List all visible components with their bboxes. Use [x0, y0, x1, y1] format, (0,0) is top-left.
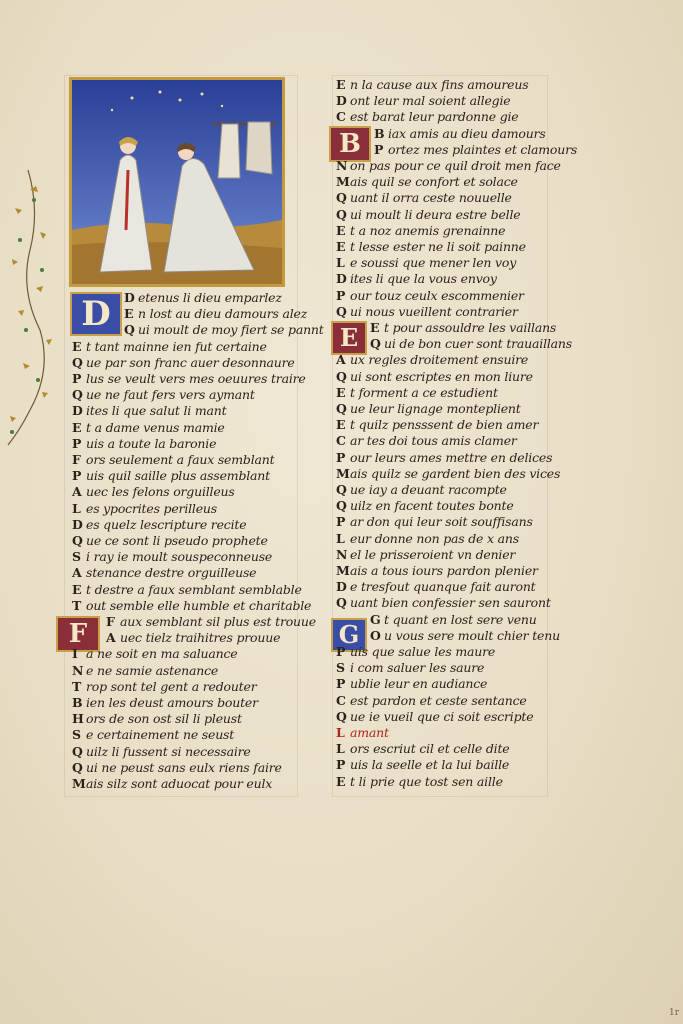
verse-text: t forment a ce estudient — [350, 384, 498, 400]
verse-line — [336, 514, 533, 530]
verse-line — [336, 417, 538, 433]
verse-capital: Q — [336, 401, 347, 416]
verse-text: t quilz pensssent de bien amer — [350, 417, 539, 433]
verse-text: etenus li dieu emparlez — [138, 290, 282, 305]
verse-text: ortez mes plaintes et clamours — [388, 141, 578, 157]
verse-line — [336, 482, 507, 498]
verse-line — [72, 420, 225, 436]
verse-line — [124, 322, 324, 338]
verse-text: n lost au dieu damours alez — [138, 306, 308, 322]
verse-line — [336, 369, 533, 385]
verse-capital: M — [72, 776, 86, 791]
verse-text: out semble elle humble et charitable — [86, 597, 312, 613]
verse-capital: E — [370, 320, 380, 335]
verse-text: ites li que la vous envoy — [350, 271, 497, 287]
verse-capital: M — [336, 563, 350, 578]
verse-capital: P — [72, 371, 82, 386]
folio-number: 1r — [668, 1008, 679, 1018]
verse-capital: C — [336, 433, 346, 449]
verse-text: el le prisseroient vn denier — [350, 546, 516, 562]
verse-text: est barat leur pardonne gie — [350, 109, 519, 125]
verse-capital: Q — [336, 190, 347, 206]
verse-line — [336, 401, 521, 417]
verse-capital: H — [72, 711, 84, 727]
verse-capital: Q — [336, 206, 347, 222]
verse-line — [374, 142, 577, 158]
verse-text: lus se veult vers mes oeuures traire — [86, 371, 306, 386]
verse-capital: B — [374, 125, 385, 141]
verse-capital: E — [336, 384, 346, 400]
verse-text: e tresfout quanque fait auront — [350, 579, 536, 595]
verse-capital: E — [124, 306, 134, 322]
verse-text: iax amis au dieu damours — [388, 125, 546, 141]
verse-line — [106, 630, 280, 646]
verse-line — [124, 306, 307, 322]
verse-text: ar don qui leur soit souffisans — [350, 514, 533, 530]
verse-capital: F — [72, 452, 81, 467]
verse-line — [336, 450, 552, 466]
verse-capital: N — [336, 546, 348, 562]
verse-text: ui moult de moy fiert se pannt — [138, 322, 324, 338]
verse-capital: B — [72, 695, 83, 710]
verse-line — [72, 339, 267, 355]
verse-text: ors escriut cil et celle dite — [350, 741, 510, 757]
verse-text: uant il orra ceste nouuelle — [350, 190, 512, 206]
verse-text: es quelz lescripture recite — [86, 516, 247, 532]
verse-line — [72, 549, 272, 565]
verse-text: i ray ie moult souspeconneuse — [86, 549, 273, 565]
verse-text: uis a toute la baronie — [86, 435, 217, 451]
verse-text: a ne soit en ma saluance — [86, 646, 238, 662]
verse-line — [72, 663, 218, 679]
verse-text: es ypocrites perilleus — [86, 500, 217, 516]
verse-line — [72, 598, 311, 614]
verse-capital: E — [72, 419, 82, 435]
verse-capital: P — [336, 644, 346, 659]
left-text-column — [72, 290, 324, 791]
verse-capital: M — [336, 465, 350, 481]
verse-capital: Q — [72, 387, 83, 403]
verse-line — [72, 695, 258, 711]
verse-text: on pas pour ce quil droit men face — [350, 158, 561, 173]
verse-capital: Q — [72, 759, 83, 775]
verse-capital: G — [370, 611, 381, 627]
verse-line — [370, 320, 556, 336]
verse-capital: E — [336, 417, 346, 433]
verse-line — [336, 223, 505, 239]
verse-line — [336, 757, 509, 773]
verse-text: e soussi que mener len voy — [350, 255, 517, 271]
verse-line — [72, 501, 217, 517]
verse-text: t destre a faux semblant semblable — [86, 581, 302, 597]
verse-text: t a dame venus mamie — [86, 419, 225, 435]
verse-text: t li prie que tost sen aille — [350, 773, 503, 789]
verse-line — [72, 468, 270, 484]
verse-text: rop sont tel gent a redouter — [86, 678, 257, 694]
verse-line — [336, 676, 487, 692]
verse-text: ais a tous iours pardon plenier — [350, 563, 538, 578]
verse-text: ui ne peust sans eulx riens faire — [86, 759, 282, 775]
verse-text: ont leur mal soient allegie — [350, 93, 511, 109]
verse-text: i com saluer les saure — [350, 660, 485, 676]
verse-line — [370, 336, 572, 352]
verse-capital: A — [72, 484, 82, 500]
verse-text: aux semblant sil plus est trouue — [120, 614, 316, 629]
verse-line — [72, 355, 295, 371]
verse-capital: E — [336, 773, 346, 789]
verse-line — [336, 239, 526, 255]
verse-capital: S — [72, 549, 81, 565]
verse-line — [336, 304, 518, 320]
verse-capital: E — [72, 581, 82, 597]
verse-line — [72, 727, 234, 743]
verse-capital: Q — [124, 322, 135, 338]
verse-text: t quant en lost sere venu — [384, 611, 537, 627]
verse-capital: C — [336, 692, 346, 708]
verse-capital: Q — [336, 498, 347, 514]
verse-text: ais silz sont aduocat pour eulx — [86, 776, 273, 791]
verse-capital: P — [374, 141, 384, 157]
verse-text: ien les deust amours bouter — [86, 695, 258, 710]
verse-text: ais quilz se gardent bien des vices — [350, 465, 561, 481]
verse-text: uilz en facent toutes bonte — [350, 498, 514, 514]
verse-line — [336, 498, 514, 514]
verse-line — [72, 582, 302, 598]
verse-line — [336, 725, 389, 741]
right-text-column — [336, 77, 578, 797]
verse-line — [336, 288, 524, 304]
verse-line — [336, 644, 495, 660]
verse-capital: F — [106, 614, 115, 629]
verse-capital: Q — [336, 482, 347, 497]
verse-text: amant — [350, 725, 389, 740]
verse-text: est pardon et ceste sentance — [350, 692, 527, 708]
verse-capital: P — [336, 757, 346, 773]
verse-text: ue iay a deuant racompte — [350, 482, 507, 497]
verse-text: ue ce sont li pseudo prophete — [86, 533, 268, 548]
verse-line — [72, 436, 216, 452]
verse-capital: P — [336, 514, 346, 530]
verse-line — [336, 466, 560, 482]
verse-capital: Q — [72, 743, 83, 759]
verse-capital: C — [336, 109, 346, 125]
verse-line — [72, 387, 255, 403]
verse-capital: L — [336, 725, 345, 740]
verse-line — [72, 517, 246, 533]
verse-capital: Q — [72, 533, 83, 548]
verse-capital: T — [72, 597, 82, 613]
verse-capital: O — [370, 627, 381, 643]
verse-capital: P — [336, 676, 346, 692]
verse-capital: M — [336, 174, 350, 190]
verse-text: ue par son franc auer desonnaure — [86, 354, 295, 370]
verse-line — [72, 679, 256, 695]
verse-line — [336, 109, 519, 125]
verse-text: ublie leur en audiance — [350, 676, 488, 692]
verse-text: ui nous vueillent contrarier — [350, 303, 518, 319]
verse-line — [336, 774, 503, 790]
border-vine-decoration — [0, 170, 70, 450]
miniature-painting — [69, 77, 285, 287]
verse-text: our leurs ames mettre en delices — [350, 449, 553, 465]
verse-line — [124, 290, 282, 306]
verse-line — [336, 595, 551, 611]
verse-line — [336, 563, 538, 579]
verse-text: our touz ceulx escommenier — [350, 287, 524, 303]
verse-text: ux regles droitement ensuire — [350, 352, 529, 368]
verse-capital: L — [336, 741, 345, 757]
verse-text: t a noz anemis grenainne — [350, 222, 506, 238]
verse-line — [336, 660, 484, 676]
verse-capital: A — [72, 565, 82, 581]
initial-left-large: D — [70, 292, 122, 336]
verse-line — [336, 271, 497, 287]
verse-capital: D — [336, 271, 347, 287]
verse-line — [72, 533, 268, 549]
verse-capital: D — [72, 516, 83, 532]
verse-text: e certainement ne seust — [86, 727, 235, 743]
verse-text: ue leur lignage monteplient — [350, 401, 521, 416]
verse-line — [370, 628, 560, 644]
verse-line — [336, 741, 509, 757]
initial-left-mid: F — [56, 616, 100, 652]
verse-line — [336, 693, 527, 709]
verse-text: ui sont escriptes en mon liure — [350, 368, 533, 384]
verse-capital: E — [72, 338, 82, 354]
initial-right-top: B — [329, 126, 371, 162]
verse-capital: P — [336, 287, 346, 303]
verse-capital: P — [72, 468, 82, 484]
verse-capital: T — [72, 678, 82, 694]
verse-text: n la cause aux fins amoureus — [350, 77, 529, 92]
verse-text: uis que salue les maure — [350, 644, 496, 659]
verse-text: uec les felons orguilleus — [86, 484, 235, 500]
verse-capital: P — [72, 435, 82, 451]
verse-text: t tant mainne ien fut certaine — [86, 338, 267, 354]
verse-capital: A — [336, 352, 346, 368]
verse-line — [370, 612, 537, 628]
verse-capital: E — [336, 222, 346, 238]
verse-text: uec tielz traihitres prouue — [120, 630, 281, 646]
verse-line — [336, 93, 510, 109]
verse-text: e ne samie astenance — [86, 662, 219, 678]
verse-capital: L — [336, 530, 345, 546]
verse-capital: N — [336, 158, 348, 173]
initial-right-mid: E — [331, 321, 367, 355]
verse-capital: D — [336, 93, 347, 109]
verse-capital: A — [106, 630, 116, 646]
verse-text: ors de son ost sil li pleust — [86, 711, 242, 727]
verse-text: ue ne faut fers vers aymant — [86, 387, 255, 403]
verse-line — [336, 77, 528, 93]
verse-line — [336, 579, 536, 595]
initial-right-low: G — [331, 618, 367, 652]
verse-line — [336, 385, 498, 401]
verse-line — [72, 760, 282, 776]
verse-line — [72, 646, 238, 662]
verse-capital: L — [336, 255, 345, 271]
verse-capital: Q — [72, 354, 83, 370]
verse-line — [336, 255, 516, 271]
verse-capital: Q — [370, 336, 381, 352]
verse-capital: D — [72, 403, 83, 419]
verse-line — [336, 531, 519, 547]
verse-capital: Q — [336, 595, 347, 611]
verse-capital: P — [336, 449, 346, 465]
verse-text: ui moult li deura estre belle — [350, 206, 521, 222]
verse-text: uilz li fussent si necessaire — [86, 743, 251, 759]
miniature-scene — [72, 80, 282, 284]
verse-text: ites li que salut li mant — [86, 403, 227, 419]
verse-text: t pour assouldre les vaillans — [384, 320, 557, 335]
verse-capital: D — [336, 579, 347, 595]
verse-capital: D — [124, 290, 135, 305]
verse-capital: L — [72, 500, 81, 516]
verse-text: u vous sere moult chier tenu — [384, 627, 560, 643]
verse-capital: I — [72, 646, 78, 662]
verse-line — [336, 207, 520, 223]
verse-text: uis quil saille plus assemblant — [86, 468, 270, 484]
verse-line — [72, 711, 242, 727]
verse-text: ar tes doi tous amis clamer — [350, 433, 517, 449]
verse-line — [336, 709, 533, 725]
verse-line — [106, 614, 316, 630]
verse-capital: Q — [336, 708, 347, 724]
verse-capital: E — [336, 239, 346, 254]
verse-text: ui de bon cuer sont trauaillans — [384, 336, 572, 352]
verse-line — [336, 190, 512, 206]
verse-capital: N — [72, 662, 84, 678]
verse-line — [72, 403, 226, 419]
verse-text: uant bien confessier sen sauront — [350, 595, 551, 611]
verse-line — [72, 484, 235, 500]
verse-line — [374, 126, 546, 142]
verse-line — [336, 158, 561, 174]
verse-text: uis la seelle et la lui baille — [350, 757, 510, 773]
verse-text: ais quil se confort et solace — [350, 174, 518, 190]
verse-text: ue ie vueil que ci soit escripte — [350, 708, 534, 724]
verse-capital: E — [336, 77, 346, 92]
verse-line — [72, 452, 274, 468]
verse-line — [336, 547, 515, 563]
verse-text: ors seulement a faux semblant — [86, 452, 275, 467]
verse-line — [336, 352, 528, 368]
verse-line — [336, 174, 518, 190]
verse-line — [72, 776, 272, 792]
verse-line — [72, 565, 256, 581]
verse-capital: S — [336, 660, 345, 676]
verse-capital: Q — [336, 368, 347, 384]
verse-text: stenance destre orguilleuse — [86, 565, 257, 581]
verse-line — [72, 744, 251, 760]
verse-capital: S — [72, 727, 81, 743]
verse-capital: Q — [336, 303, 347, 319]
verse-text: t lesse ester ne li soit painne — [350, 239, 526, 254]
verse-text: eur donne non pas de x ans — [350, 530, 519, 546]
verse-line — [336, 433, 517, 449]
verse-line — [72, 371, 306, 387]
